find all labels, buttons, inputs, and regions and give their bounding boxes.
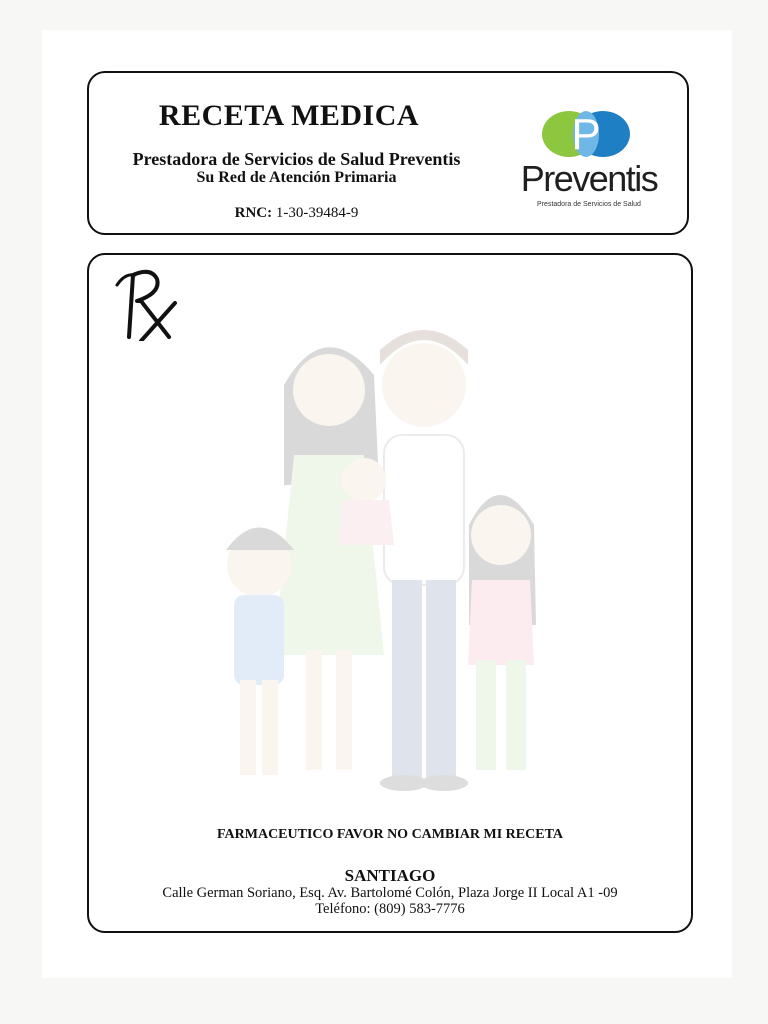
- father-figure: [380, 330, 468, 791]
- logo-mark-icon: [509, 103, 669, 163]
- preventis-logo: [509, 103, 669, 213]
- organization-tagline: Su Red de Atención Primaria: [196, 169, 397, 186]
- girl-figure: [468, 495, 536, 770]
- branch-phone: Teléfono: (809) 583-7776: [315, 901, 465, 917]
- logo-wordmark: Preventis: [520, 158, 658, 199]
- document-title: RECETA MEDICA: [158, 99, 420, 132]
- rnc-value: 1-30-39484-9: [275, 205, 359, 221]
- prescription-panel: [87, 253, 693, 933]
- boy-figure: [226, 528, 294, 776]
- branch-city: SANTIAGO: [344, 866, 436, 885]
- rx-symbol-icon: [111, 265, 183, 341]
- logo-subtitle: Prestadora de Servicios de Salud: [537, 201, 641, 208]
- branch-address: Calle German Soriano, Esq. Av. Bartolomé Colón, Plaza Jorge II Local A1 -09: [162, 885, 618, 901]
- mother-figure: [274, 347, 384, 770]
- logo-letter: P: [571, 110, 601, 159]
- header-panel: [87, 71, 689, 235]
- rnc-line: [89, 205, 504, 222]
- organization-name: Prestadora de Servicios de Salud Preventis: [132, 149, 461, 169]
- family-illustration: [214, 295, 544, 795]
- pharmacist-warning: FARMACEUTICO FAVOR NO CAMBIAR MI RECETA: [217, 827, 563, 842]
- rnc-label: RNC:: [234, 205, 273, 221]
